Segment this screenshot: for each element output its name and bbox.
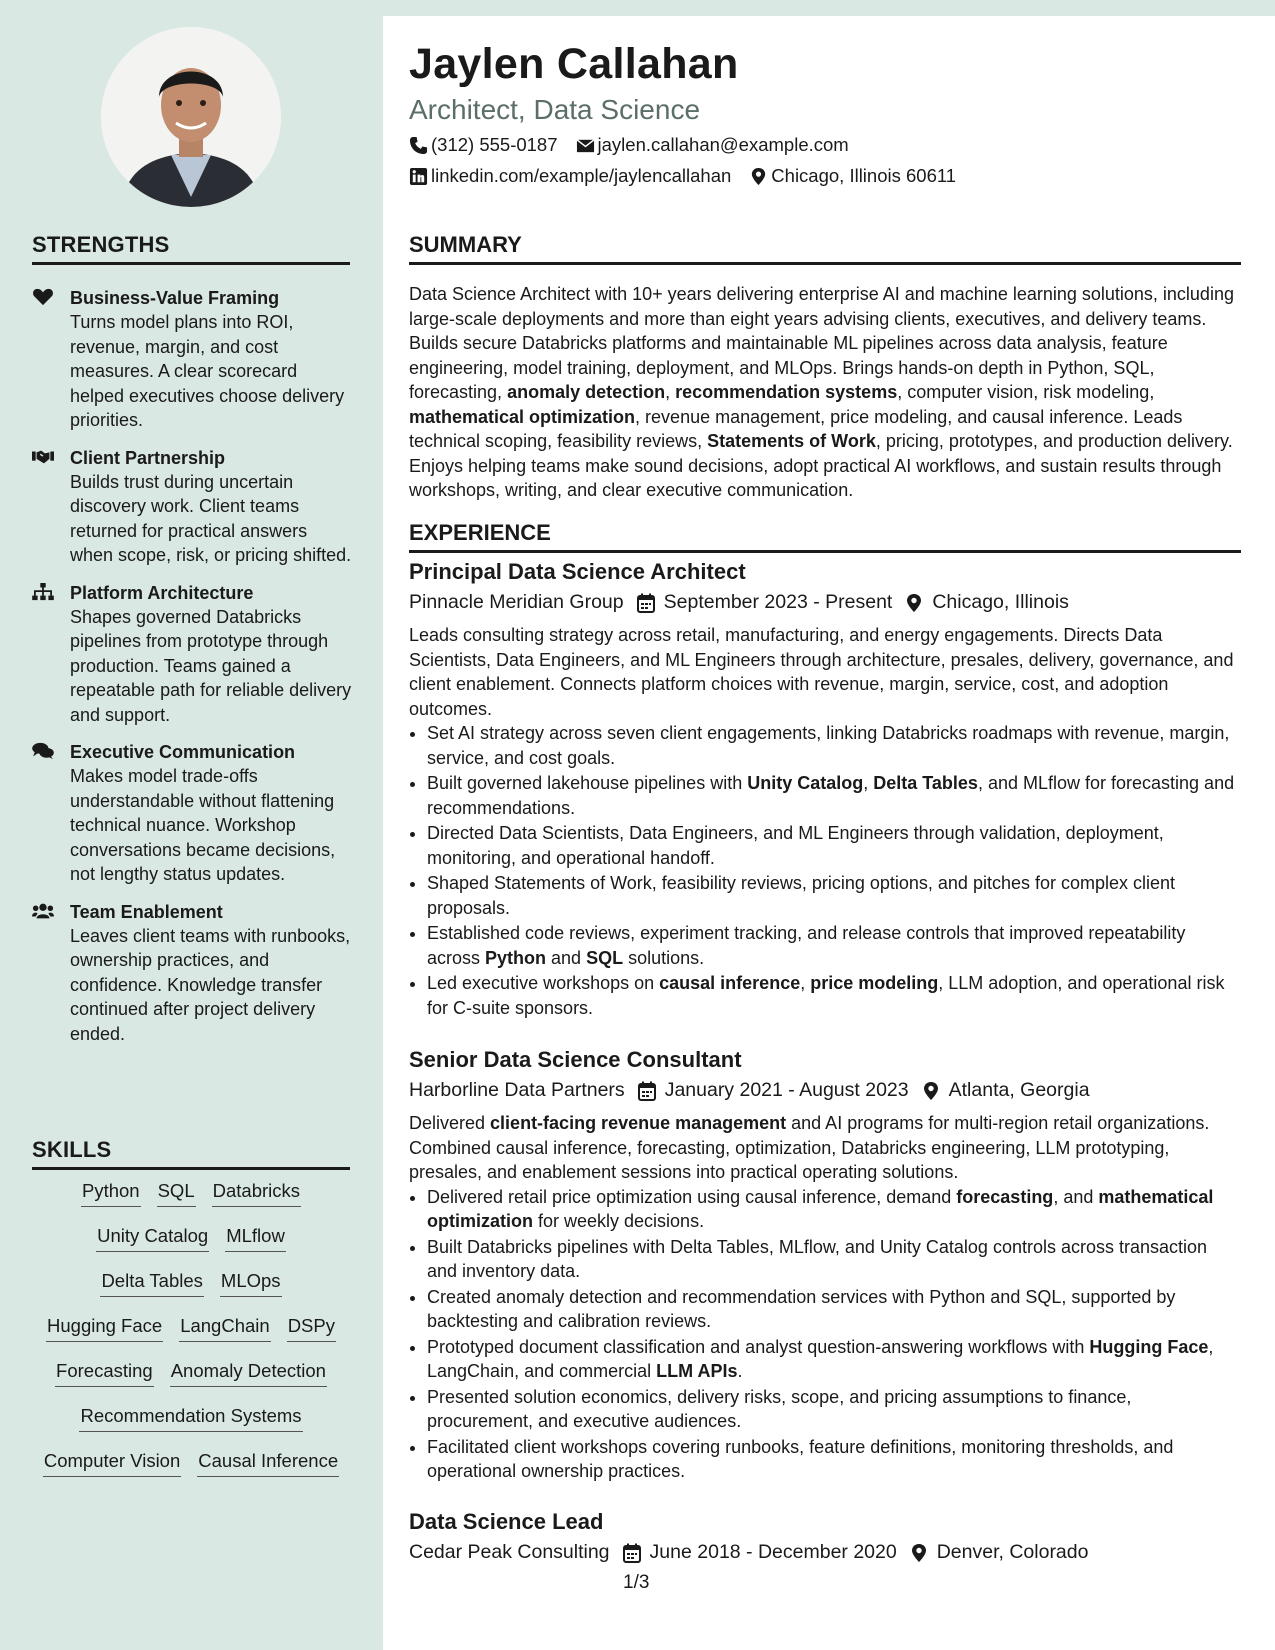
contact-line-1 [409, 134, 867, 156]
bullet-item [427, 1185, 1241, 1234]
job-bullets [409, 721, 1241, 1020]
strength-item [32, 900, 352, 1047]
page-number: 1/3 [623, 1572, 650, 1593]
bullet-item [427, 1335, 1241, 1384]
skill-tag: Delta Tables [100, 1270, 203, 1297]
job-dates: January 2021 - August 2023 [664, 1079, 909, 1101]
location-text: Chicago, Illinois 60611 [771, 165, 957, 186]
skill-tag: Anomaly Detection [170, 1360, 327, 1387]
bullet-bold: Unity Catalog [747, 773, 864, 793]
summary-bold: Statements of Work [707, 431, 876, 451]
map-pin-icon [921, 1081, 941, 1101]
bullet-part: solutions. [623, 947, 705, 968]
bullet-bold: price modeling [810, 973, 939, 993]
job-meta [409, 589, 1241, 616]
map-pin-icon [909, 1543, 929, 1563]
strength-item [32, 446, 352, 568]
job-title: Principal Data Science Architect [409, 559, 746, 584]
candidate-role: Architect, Data Science [409, 94, 701, 125]
calendar-icon [636, 593, 656, 613]
skill-row [32, 1180, 350, 1207]
skill-tag: Forecasting [55, 1360, 154, 1387]
calendar-icon [637, 1081, 657, 1101]
summary-text [409, 282, 1241, 503]
email-item[interactable] [576, 134, 849, 156]
summary-part: , revenue management, price modeling, and causal inference. Leads technical scoping, feasibility reviews, [409, 406, 1183, 451]
summary-bold: anomaly detection [507, 382, 666, 402]
bullet-part: , and [1053, 1186, 1099, 1207]
job-title: Data Science Lead [409, 1509, 604, 1534]
top-band [383, 0, 1275, 16]
desc-part: Delivered [409, 1113, 491, 1133]
skill-tag: Recommendation Systems [79, 1405, 302, 1432]
summary-part: , computer vision, risk modeling, [897, 382, 1155, 402]
strength-title: Platform Architecture [70, 582, 254, 603]
skills-heading: SKILLS [32, 1137, 350, 1170]
bullet-bold: LLM APIs [656, 1361, 738, 1381]
linkedin-text[interactable]: linkedin.com/example/jaylencallahan [431, 165, 732, 186]
job-meta [409, 1077, 1241, 1104]
experience-heading: EXPERIENCE [409, 520, 1241, 553]
bullet-part: Led executive workshops on [427, 973, 660, 993]
phone-icon [409, 136, 428, 155]
strength-title: Team Enablement [70, 901, 223, 922]
job-description [409, 1111, 1241, 1185]
strength-item [32, 581, 352, 728]
bullet-part: . [737, 1361, 743, 1381]
summary-part: , [665, 382, 676, 402]
bullet-bold: Delta Tables [873, 773, 978, 793]
email-text[interactable]: jaylen.callahan@example.com [597, 134, 849, 155]
summary-part: , pricing, prototypes, and production delivery. Enjoys helping teams make sound decisions, adopt practical AI workflows, and sustain results through workshops, writing, and clear executive communication. [409, 431, 1233, 500]
job-location: Denver, Colorado [936, 1541, 1089, 1563]
bullet-part: , LangChain, and commercial [427, 1336, 1214, 1381]
bullet-part: , [800, 973, 811, 993]
strength-title: Business-Value Framing [70, 288, 280, 308]
bullet-part: , [863, 773, 874, 793]
company-name: Harborline Data Partners [409, 1079, 625, 1101]
job-description: Leads consulting strategy across retail, manufacturing, and energy engagements. Directs Data Scientists, Data Engineers, and ML Engineers through architecture, presales, delivery, governance, and client enablement. Connects platform choices with revenue, margin, service, cost, and adoption outcomes. [409, 625, 1234, 719]
summary-bold: recommendation systems [675, 382, 898, 402]
comments-icon [32, 740, 70, 887]
linkedin-item[interactable] [409, 165, 731, 187]
job-entry [409, 558, 1241, 1021]
strength-title: Client Partnership [70, 447, 226, 468]
strength-title: Executive Communication [70, 742, 296, 762]
handshake-icon [32, 446, 70, 568]
desc-bold: client-facing revenue management [490, 1113, 787, 1133]
sidebar [0, 0, 383, 1650]
skill-row [32, 1225, 350, 1252]
job-entry [409, 1508, 1241, 1566]
bullet-part: Established code reviews, experiment tracking, and release controls that improved repeatability across [427, 923, 1186, 968]
strengths-list [32, 286, 352, 1059]
bullet-part: Delivered retail price optimization using causal inference, demand [427, 1186, 957, 1207]
skill-tag: DSPy [287, 1315, 336, 1342]
summary-heading: SUMMARY [409, 232, 1241, 265]
sitemap-icon [32, 581, 70, 728]
strength-desc: Shapes governed Databricks pipelines from prototype through production. Teams gained a repeatable path for reliable delivery and support. [70, 606, 352, 725]
skill-tag: Unity Catalog [96, 1225, 209, 1252]
bullet-bold: SQL [586, 947, 624, 968]
skill-row [32, 1450, 350, 1477]
skill-tag: MLflow [225, 1225, 286, 1252]
bullet-part: and [546, 947, 587, 968]
bullet-part: , LLM adoption, and operational risk for C-suite sponsors. [427, 973, 1225, 1018]
job-location: Chicago, Illinois [932, 591, 1069, 613]
skill-tag: Causal Inference [197, 1450, 339, 1477]
phone-text: (312) 555-0187 [431, 134, 558, 155]
contact-line-2 [409, 165, 974, 187]
bullet-item: • Shaped Statements of Work, feasibility reviews, pricing options, and pitches for complex client proposals. [427, 871, 1241, 920]
summary-bold: mathematical optimization [409, 406, 636, 427]
skill-row [32, 1405, 350, 1432]
skill-tag: SQL [157, 1180, 196, 1207]
bullet-item: • Facilitated client workshops covering runbooks, feature definitions, monitoring thresholds, and operational ownership practices. [427, 1435, 1241, 1484]
summary-part: Data Science Architect with 10+ years delivering enterprise AI and machine learning solutions, including large-scale deployments and more than eight years advising clients, executives, and delivery teams. Builds secure Databricks platforms and maintainable ML pipelines across data analysis, feature engineering, model training, deployment, and MLOps. Brings hands-on depth in Python, SQL, forecasting, [409, 284, 1234, 402]
bullet-part: for weekly decisions. [533, 1211, 705, 1231]
job-meta [409, 1539, 1241, 1566]
strength-desc: Makes model trade-offs understandable without flattening technical nuance. Workshop conversations became decisions, not lengthy status updates. [70, 766, 336, 884]
bullet-bold: Hugging Face [1089, 1336, 1209, 1357]
calendar-icon [622, 1543, 642, 1563]
profile-photo-icon [101, 27, 281, 207]
job-bullets [409, 1185, 1241, 1484]
skill-row [32, 1270, 350, 1297]
skill-tag: Computer Vision [43, 1450, 181, 1477]
strength-item [32, 286, 352, 433]
heart-icon [32, 286, 70, 433]
skills-list [32, 1180, 350, 1495]
map-pin-icon [904, 593, 924, 613]
candidate-name: Jaylen Callahan [409, 40, 739, 88]
bullet-bold: Python [485, 947, 547, 968]
bullet-item: • Created anomaly detection and recommendation services with Python and SQL, supported by backtesting and calibration reviews. [427, 1285, 1241, 1334]
bullet-item: • Presented solution economics, delivery risks, scope, and pricing assumptions to finance, procurement, and executive audiences. [427, 1385, 1241, 1434]
linkedin-icon [409, 167, 428, 186]
job-dates: September 2023 - Present [663, 591, 893, 613]
bullet-item [427, 771, 1241, 820]
job-dates: June 2018 - December 2020 [649, 1541, 897, 1563]
bullet-item: • Built Databricks pipelines with Delta Tables, MLflow, and Unity Catalog controls across transaction and inventory data. [427, 1235, 1241, 1284]
strengths-heading: STRENGTHS [32, 232, 350, 265]
skill-tag: LangChain [179, 1315, 271, 1342]
bullet-item [427, 971, 1241, 1020]
bullet-part: , and MLflow for forecasting and recommendations. [427, 773, 1235, 818]
desc-part: and AI programs for multi-region retail organizations. Combined causal inference, forecasting, optimization, Databricks engineering, LLM prototyping, presales, and enablement sessions into practical operating solutions. [409, 1113, 1210, 1182]
location-item [749, 165, 956, 187]
company-name: Pinnacle Meridian Group [409, 591, 624, 613]
bullet-bold: forecasting [956, 1186, 1054, 1207]
company-name: Cedar Peak Consulting [409, 1541, 610, 1563]
skill-tag: Python [81, 1180, 141, 1207]
bullet-item: • Directed Data Scientists, Data Engineers, and ML Engineers through validation, deployment, monitoring, and operational handoff. [427, 821, 1241, 870]
job-location: Atlanta, Georgia [948, 1079, 1090, 1101]
bullet-item [427, 921, 1241, 970]
avatar [101, 27, 281, 207]
users-icon [32, 900, 70, 1047]
skill-tag: MLOps [220, 1270, 282, 1297]
strength-desc: Turns model plans into ROI, revenue, margin, and cost measures. A clear scorecard helped executives choose delivery priorities. [70, 312, 345, 430]
skill-tag: Hugging Face [46, 1315, 163, 1342]
bullet-part: Built governed lakehouse pipelines with [427, 773, 748, 793]
job-entry [409, 1046, 1241, 1485]
bullet-bold: causal inference [659, 973, 801, 993]
bullet-item: • Set AI strategy across seven client engagements, linking Databricks roadmaps with revenue, margin, service, and cost goals. [427, 721, 1241, 770]
strength-item [32, 740, 352, 887]
bullet-part: Prototyped document classification and analyst question-answering workflows with [427, 1336, 1090, 1357]
skill-row [32, 1360, 350, 1387]
skill-tag: Databricks [212, 1180, 301, 1207]
phone-item [409, 134, 558, 156]
bullet-bold: mathematical optimization [427, 1186, 1214, 1231]
envelope-icon [576, 136, 595, 155]
map-pin-icon [749, 167, 768, 186]
strength-desc: Builds trust during uncertain discovery work. Client teams returned for practical answers when scope, risk, or pricing shifted. [70, 471, 352, 565]
job-title: Senior Data Science Consultant [409, 1047, 742, 1072]
skill-row [32, 1315, 350, 1342]
strength-desc: Leaves client teams with runbooks, ownership practices, and confidence. Knowledge transfer continued after project delivery ended. [70, 925, 351, 1044]
